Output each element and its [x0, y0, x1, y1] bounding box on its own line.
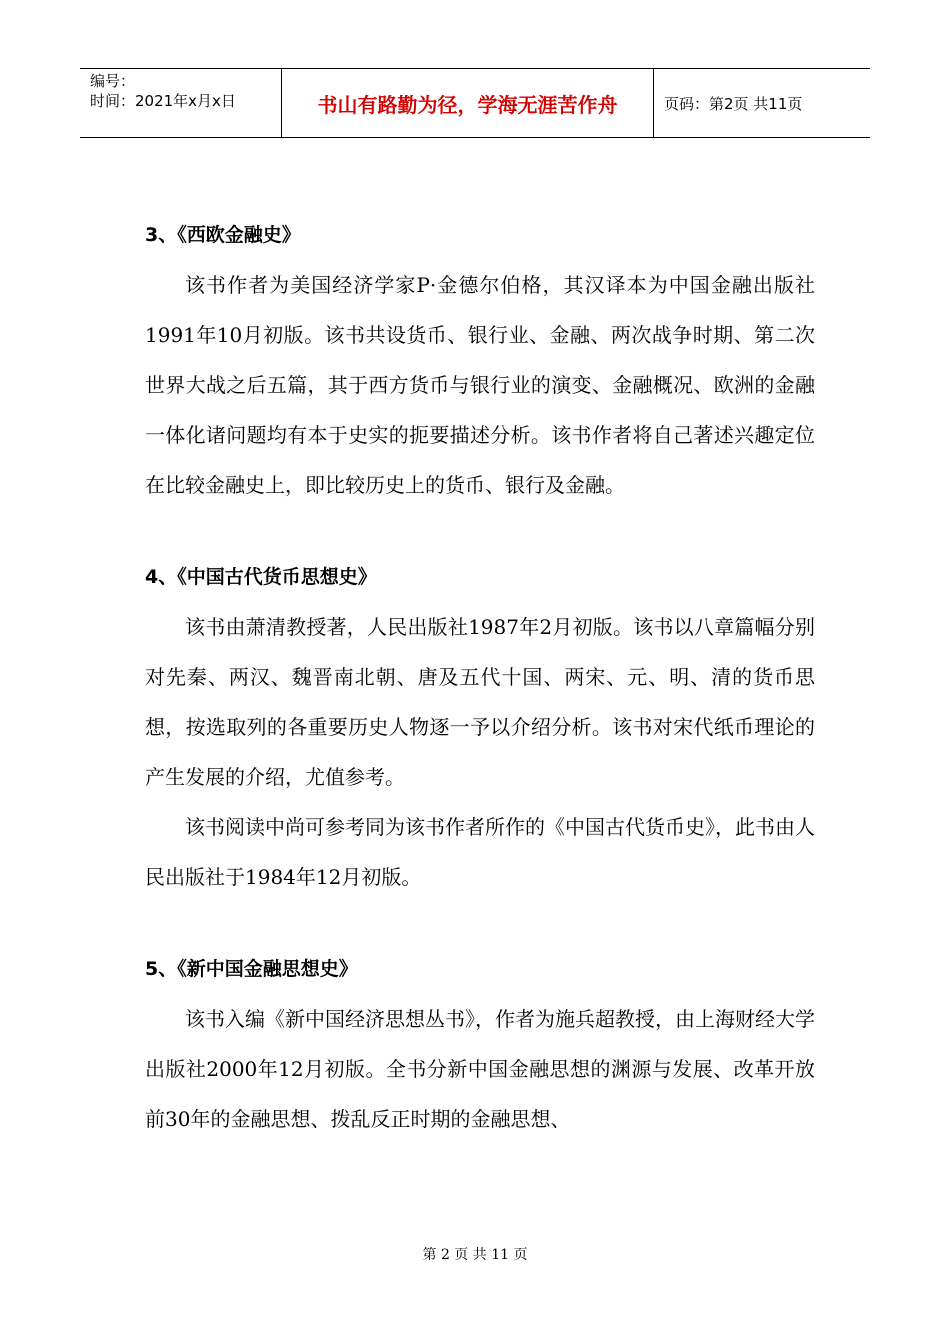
section-paragraph: 该书阅读中尚可参考同为该书作者所作的《中国古代货币史》，此书由人民出版社于1984年12月初版。	[145, 815, 815, 889]
section-title: 5、《新中国金融思想史》	[145, 958, 358, 980]
page-header	[80, 68, 870, 138]
header-motto: 书山有路勤为径，学海无涯苦作舟	[282, 69, 654, 137]
section-title: 4、《中国古代货币思想史》	[145, 566, 377, 588]
section-paragraph: 该书入编《新中国经济思想丛书》，作者为施兵超教授，由上海财经大学出版社2000年12月初版。全书分新中国金融思想的渊源与发展、改革开放前30年的金融思想、拨乱反正时期的金融思想、	[145, 1007, 815, 1131]
page-footer: 第 2 页 共 11 页	[422, 1247, 528, 1263]
header-meta	[80, 69, 282, 137]
section-paragraph: 该书由萧清教授著，人民出版社1987年2月初版。该书以八章篇幅分别对先秦、两汉、魏晋南北朝、唐及五代十国、两宋、元、明、清的货币思想，按选取列的各重要历史人物逐一予以介绍分析。该书对宋代纸币理论的产生发展的介绍，尤值参考。	[145, 615, 815, 789]
number-label: 编号：	[90, 72, 136, 90]
document-body	[145, 210, 815, 1144]
section-paragraph: 该书作者为美国经济学家P·金德尔伯格，其汉译本为中国金融出版社1991年10月初版。该书共设货币、银行业、金融、两次战争时期、第二次世界大战之后五篇，其于西方货币与银行业的演变、金融概况、欧洲的金融一体化诸问题均有本于史实的扼要描述分析。该书作者将自己著述兴趣定位在比较金融史上，即比较历史上的货币、银行及金融。	[145, 273, 815, 497]
header-page-info: 页码：第2页 共11页	[664, 94, 803, 113]
section-title: 3、《西欧金融史》	[145, 224, 301, 246]
time-label: 时间：2021年x月x日	[90, 92, 236, 110]
